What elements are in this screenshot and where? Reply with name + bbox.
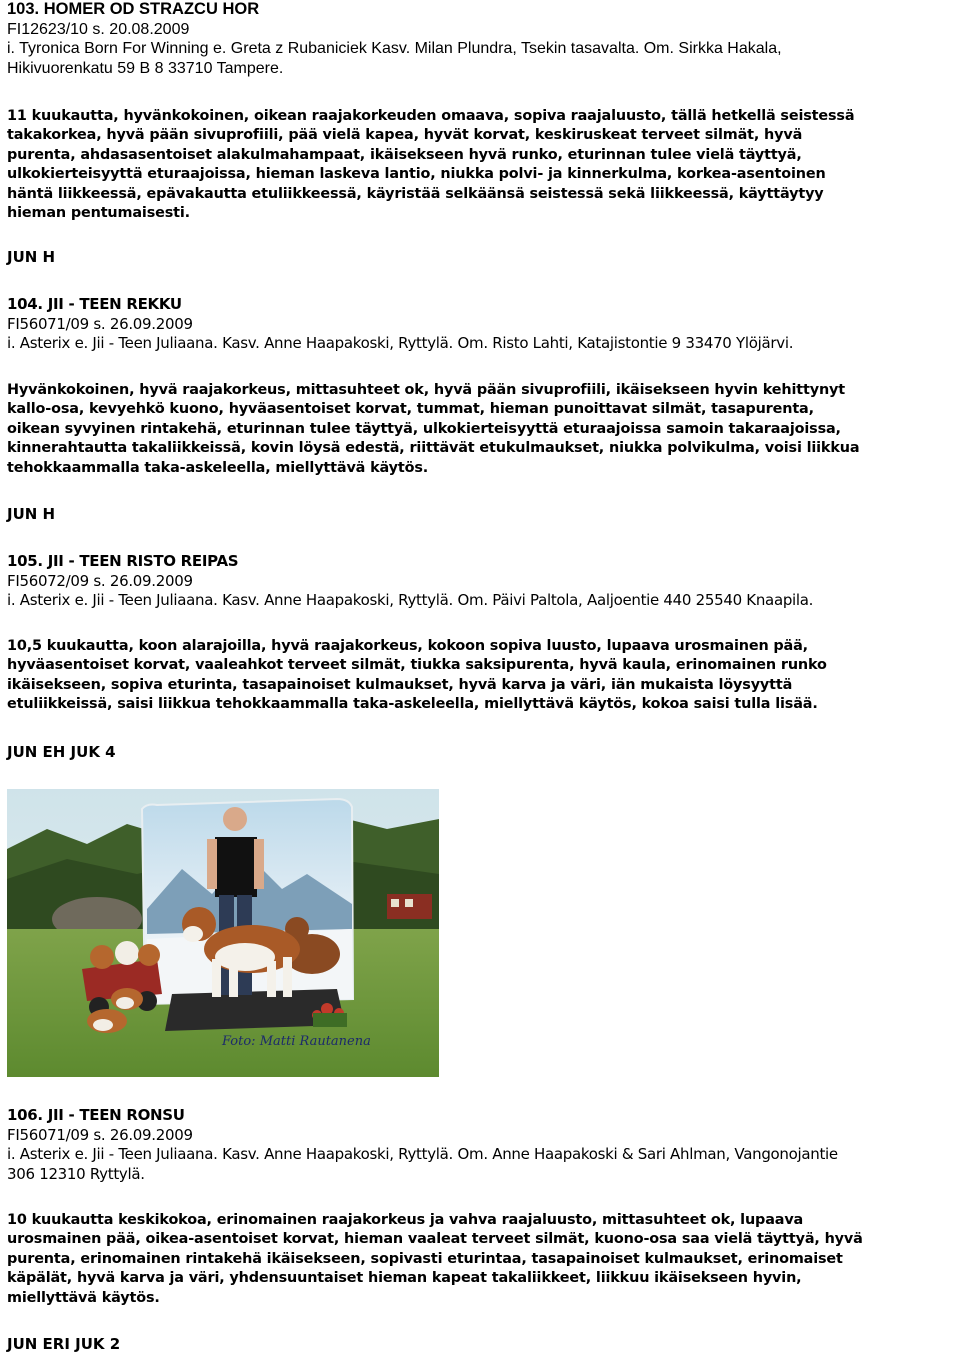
photo-dog-show-icon: [7, 789, 439, 1077]
description-line: kallo-osa, kevyehkö kuono, hyväasentoiset korvat, tummat, hieman punoittavat silmät, tasapurenta,: [7, 401, 814, 418]
description-line: ulkokierteisyyttä eturaajoissa, hieman laskeva lantio, niukka polvi- ja kinnerkulma, korkea-asentoinen: [7, 166, 826, 183]
entry-104-description: [7, 381, 956, 478]
entry-reg: FI56071/09 s. 26.09.2009: [7, 314, 193, 333]
description-line: takakorkea, hyvä pään sivuprofiili, pää vielä kapea, hyvät korvat, keskiruskeat terveet silmät, hyvä: [7, 127, 803, 144]
description-line: hieman pentumaisesti.: [7, 205, 190, 222]
description-line: ikäisekseen, sopiva eturinta, tasapainoiset kulmaukset, hyvä karva ja väri, iän mukaista löysyyttä: [7, 676, 793, 693]
dog-show-photo: [7, 789, 439, 1077]
entry-reg: FI56071/09 s. 26.09.2009: [7, 1125, 193, 1144]
description-line: kinnerahtautta takaliikkeissä, kovin löysä edestä, riittävät etukulmaukset, niukka polvikulma, voisi liikkua: [7, 440, 860, 457]
entry-result: JUN EH JUK 4: [7, 743, 116, 761]
description-line: purenta, erinomainen rintakehä ikäisekseen, sopivasti eturintaa, tasapainoiset kulmaukset, erinomaiset: [7, 1250, 843, 1267]
description-line: miellyttävä käytös.: [7, 1289, 160, 1306]
entry-104-result-wrap: [7, 505, 956, 524]
entry-result: JUN ERI JUK 2: [7, 1335, 121, 1353]
entry-103-result-wrap: [7, 248, 956, 267]
description-line: hyväasentoiset korvat, vaaleahkot terveet silmät, tiukka saksipurenta, hyvä kaula, erinomainen runko: [7, 657, 827, 674]
entry-title: 106. JII - TEEN RONSU: [7, 1106, 185, 1124]
entry-103-description: [7, 107, 956, 223]
entry-title: 104. JII - TEEN REKKU: [7, 295, 182, 313]
entry-parents: i. Tyronica Born For Winning e. Greta z Rubaniciek Kasv. Milan Plundra, Tsekin tasavalta. Om. Sirkka Hakala,: [7, 40, 782, 57]
entry-105-result-wrap: [7, 743, 956, 762]
description-line: 11 kuukautta, hyvänkokoinen, oikean raajakorkeuden omaava, sopiva raajaluusto, tällä hetkellä seistessä: [7, 108, 855, 124]
description-line: 10,5 kuukautta, koon alarajoilla, hyvä raajakorkeus, kokoon sopiva luusto, lupaava urosmainen pää,: [7, 638, 808, 654]
photo-caption: Foto: Matti Rautanena: [222, 1034, 371, 1049]
entry-result: JUN H: [7, 248, 56, 266]
entry-106-result-wrap: [7, 1335, 956, 1354]
description-line: käpälät, hyvä karva ja väri, yhdensuuntaiset hieman kapeat takaliikkeet, liikkuu ikäisekseen hyvin,: [7, 1270, 802, 1287]
description-line: Hyvänkokoinen, hyvä raajakorkeus, mittasuhteet ok, hyvä pään sivuprofiili, ikäisekseen hyvin kehittynyt: [7, 382, 845, 398]
entry-reg: FI56072/09 s. 26.09.2009: [7, 571, 193, 590]
entry-103: [7, 0, 956, 78]
description-line: häntä liikkeessä, epävakautta etuliikkeessä, käyristää selkäänsä seistessä sekä liikkeessä, käyttäytyy: [7, 185, 824, 202]
entry-title: 105. JII - TEEN RISTO REIPAS: [7, 552, 239, 570]
description-line: purenta, ahdasasentoiset alakulmahampaat, ikäisekseen hyvä runko, eturinnan tulee vielä täyttyä,: [7, 146, 802, 163]
description-line: 10 kuukautta keskikokoa, erinomainen raajakorkeus ja vahva raajaluusto, mittasuhteet ok, lupaava: [7, 1212, 804, 1228]
entry-parents: 306 12310 Ryttylä.: [7, 1164, 145, 1183]
entry-result: JUN H: [7, 505, 56, 523]
entry-parents: i. Asterix e. Jii - Teen Juliaana. Kasv. Anne Haapakoski, Ryttylä. Om. Anne Haapakoski & Sari Ahlman, Vangonojantie: [7, 1145, 838, 1163]
entry-105: [7, 552, 956, 611]
entry-106: [7, 1106, 956, 1184]
entry-106-description: [7, 1211, 956, 1308]
entry-reg: FI12623/10 s. 20.08.2009: [7, 20, 190, 38]
description-line: tehokkaammalla taka-askeleella, miellyttävä käytös.: [7, 459, 429, 476]
description-line: oikean syvyinen rintakehä, eturinnan tulee täyttyä, ulkokierteisyyttä eturaajoissa samoin takaraajoissa,: [7, 420, 841, 437]
entry-parents: Hikivuorenkatu 59 B 8 33710 Tampere.: [7, 59, 284, 77]
entry-parents: i. Asterix e. Jii - Teen Juliaana. Kasv. Anne Haapakoski, Ryttylä. Om. Päivi Paltola, Aaljoentie 440 25540 Knaapila.: [7, 591, 814, 609]
description-line: urosmainen pää, oikea-asentoiset korvat, hieman vaaleat terveet silmät, kuono-osa saa vielä täyttyä, hyvä: [7, 1231, 863, 1248]
entry-104: [7, 295, 956, 354]
entry-title: 103. HOMER OD STRAZCU HOR: [7, 0, 260, 18]
entry-parents: i. Asterix e. Jii - Teen Juliaana. Kasv. Anne Haapakoski, Ryttylä. Om. Risto Lahti, Katajistontie 9 33470 Ylöjärvi.: [7, 334, 794, 352]
entry-105-description: [7, 637, 956, 715]
description-line: etuliikkeissä, saisi liikkua tehokkaammalla taka-askeleella, miellyttävä käytös, kokoa saisi tulla lisää.: [7, 696, 818, 713]
